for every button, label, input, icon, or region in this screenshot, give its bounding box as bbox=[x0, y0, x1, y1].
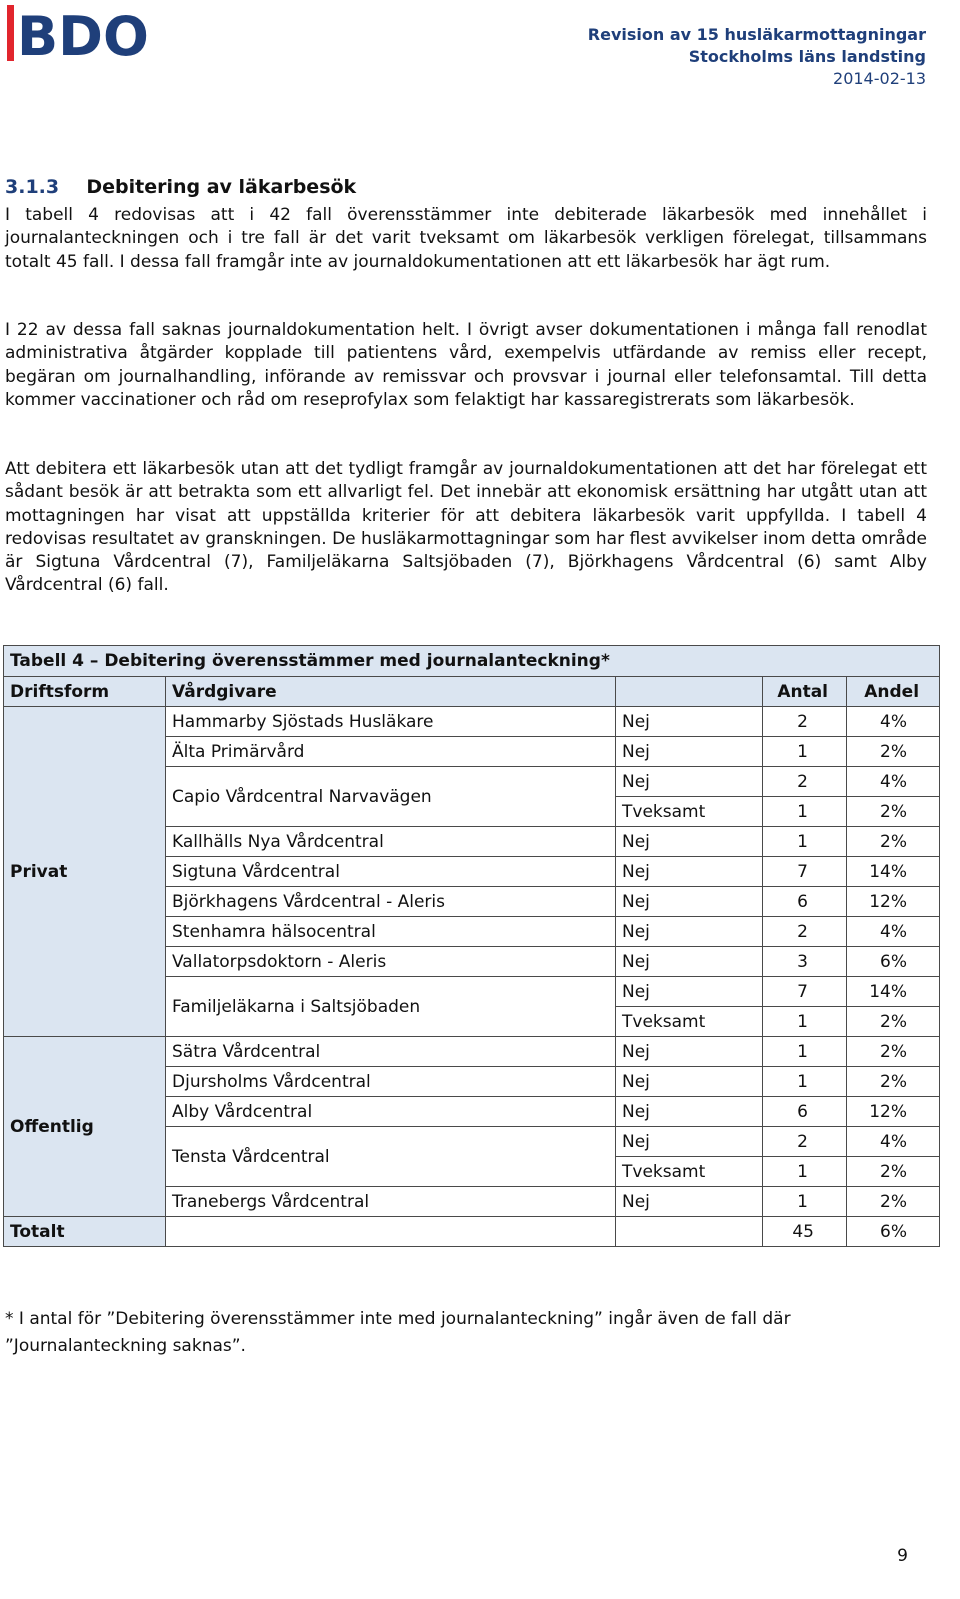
cell-status: Nej bbox=[616, 1037, 763, 1067]
cell-provider: Hammarby Sjöstads Husläkare bbox=[166, 707, 616, 737]
cell-andel: 4% bbox=[847, 917, 940, 947]
document-header bbox=[588, 24, 926, 90]
cell-antal: 7 bbox=[763, 857, 847, 887]
total-empty-provider bbox=[166, 1217, 616, 1247]
cell-antal: 1 bbox=[763, 1037, 847, 1067]
cell-andel: 2% bbox=[847, 797, 940, 827]
cell-antal: 1 bbox=[763, 737, 847, 767]
cell-status: Nej bbox=[616, 857, 763, 887]
cell-provider: Vallatorpsdoktorn - Aleris bbox=[166, 947, 616, 977]
total-empty-status bbox=[616, 1217, 763, 1247]
total-antal: 45 bbox=[763, 1217, 847, 1247]
section-number: 3.1.3 bbox=[5, 176, 60, 198]
cell-status: Nej bbox=[616, 1187, 763, 1217]
cell-andel: 6% bbox=[847, 947, 940, 977]
cell-status: Nej bbox=[616, 707, 763, 737]
logo-text: BDO bbox=[17, 5, 149, 63]
cell-andel: 2% bbox=[847, 827, 940, 857]
cell-antal: 3 bbox=[763, 947, 847, 977]
bdo-logo bbox=[7, 3, 157, 63]
cell-status: Tveksamt bbox=[616, 1157, 763, 1187]
cell-andel: 2% bbox=[847, 737, 940, 767]
cell-andel: 14% bbox=[847, 977, 940, 1007]
table-caption: Tabell 4 – Debitering överensstämmer med journalanteckning* bbox=[4, 646, 940, 677]
cell-provider: Stenhamra hälsocentral bbox=[166, 917, 616, 947]
page-number: 9 bbox=[897, 1546, 908, 1566]
cell-provider: Björkhagens Vårdcentral - Aleris bbox=[166, 887, 616, 917]
cell-antal: 2 bbox=[763, 917, 847, 947]
cell-antal: 6 bbox=[763, 887, 847, 917]
cell-provider: Capio Vårdcentral Narvavägen bbox=[166, 767, 616, 827]
header-driftsform: Driftsform bbox=[4, 677, 166, 707]
cell-antal: 2 bbox=[763, 767, 847, 797]
cell-provider: Tensta Vårdcentral bbox=[166, 1127, 616, 1187]
group-offentlig: Offentlig bbox=[4, 1037, 166, 1217]
cell-status: Nej bbox=[616, 1097, 763, 1127]
table-row bbox=[4, 1037, 940, 1067]
group-privat: Privat bbox=[4, 707, 166, 1037]
cell-antal: 1 bbox=[763, 827, 847, 857]
cell-status: Nej bbox=[616, 887, 763, 917]
header-antal: Antal bbox=[763, 677, 847, 707]
cell-andel: 2% bbox=[847, 1187, 940, 1217]
cell-antal: 1 bbox=[763, 1187, 847, 1217]
cell-provider: Familjeläkarna i Saltsjöbaden bbox=[166, 977, 616, 1037]
cell-andel: 4% bbox=[847, 707, 940, 737]
cell-status: Nej bbox=[616, 737, 763, 767]
section-title: Debitering av läkarbesök bbox=[86, 176, 357, 198]
section-heading bbox=[5, 176, 356, 198]
header-subtitle: Stockholms läns landsting bbox=[688, 47, 926, 66]
header-date: 2014-02-13 bbox=[833, 69, 926, 88]
cell-status: Tveksamt bbox=[616, 1007, 763, 1037]
paragraph-1: I tabell 4 redovisas att i 42 fall överensstämmer inte debiterade läkarbesök med innehållet i journalanteckningen och i tre fall är det varit tveksamt om läkarbesök verkligen förelegat, tillsammans totalt 45 fall. I dessa fall framgår inte av journaldokumentationen att ett läkarbesök har ägt rum. bbox=[5, 205, 927, 272]
cell-antal: 6 bbox=[763, 1097, 847, 1127]
cell-antal: 2 bbox=[763, 1127, 847, 1157]
cell-status: Nej bbox=[616, 827, 763, 857]
cell-status: Nej bbox=[616, 767, 763, 797]
cell-status: Nej bbox=[616, 1127, 763, 1157]
bdo-logo-graphic bbox=[7, 3, 157, 63]
table-row bbox=[4, 707, 940, 737]
cell-status: Nej bbox=[616, 947, 763, 977]
cell-andel: 4% bbox=[847, 1127, 940, 1157]
table-4 bbox=[3, 645, 940, 1247]
cell-andel: 14% bbox=[847, 857, 940, 887]
header-title: Revision av 15 husläkarmottagningar bbox=[587, 25, 926, 44]
logo-red-bar bbox=[7, 5, 14, 61]
cell-antal: 1 bbox=[763, 1007, 847, 1037]
cell-antal: 7 bbox=[763, 977, 847, 1007]
total-andel: 6% bbox=[847, 1217, 940, 1247]
cell-provider: Kallhälls Nya Vårdcentral bbox=[166, 827, 616, 857]
header-andel: Andel bbox=[847, 677, 940, 707]
header-bedomning bbox=[616, 677, 763, 707]
header-vardgivare: Vårdgivare bbox=[166, 677, 616, 707]
cell-status: Tveksamt bbox=[616, 797, 763, 827]
cell-andel: 2% bbox=[847, 1067, 940, 1097]
total-label: Totalt bbox=[4, 1217, 166, 1247]
cell-andel: 2% bbox=[847, 1007, 940, 1037]
cell-andel: 2% bbox=[847, 1037, 940, 1067]
cell-provider: Djursholms Vårdcentral bbox=[166, 1067, 616, 1097]
cell-antal: 2 bbox=[763, 707, 847, 737]
cell-antal: 1 bbox=[763, 797, 847, 827]
cell-andel: 4% bbox=[847, 767, 940, 797]
cell-andel: 12% bbox=[847, 887, 940, 917]
cell-andel: 12% bbox=[847, 1097, 940, 1127]
table-header-row bbox=[4, 677, 940, 707]
cell-antal: 1 bbox=[763, 1157, 847, 1187]
cell-provider: Alby Vårdcentral bbox=[166, 1097, 616, 1127]
cell-provider: Tranebergs Vårdcentral bbox=[166, 1187, 616, 1217]
cell-status: Nej bbox=[616, 917, 763, 947]
cell-provider: Sätra Vårdcentral bbox=[166, 1037, 616, 1067]
cell-provider: Sigtuna Vårdcentral bbox=[166, 857, 616, 887]
table-total-row bbox=[4, 1217, 940, 1247]
paragraph-2: I 22 av dessa fall saknas journaldokumentation helt. I övrigt avser dokumentationen i många fall renodlat administrativa åtgärder kopplade till patientens vård, exempelvis utfärdande av remiss eller recept, begäran om journalhandling, införande av remissvar och provsvar i journal eller telefonsamtal. Till detta kommer vaccinationer och råd om reseprofylax som felaktigt har kassaregistrerats som läkarbesök. bbox=[5, 320, 927, 410]
cell-andel: 2% bbox=[847, 1157, 940, 1187]
cell-provider: Älta Primärvård bbox=[166, 737, 616, 767]
cell-status: Nej bbox=[616, 1067, 763, 1097]
cell-status: Nej bbox=[616, 977, 763, 1007]
table-footnote: * I antal för ”Debitering överensstämmer inte med journalanteckning” ingår även de fall där ”Journalanteckning saknas”. bbox=[5, 1309, 791, 1356]
paragraph-3: Att debitera ett läkarbesök utan att det tydligt framgår av journaldokumentationen att det har förelegat ett sådant besök är att betrakta som ett allvarligt fel. Det innebär att ekonomisk ersättning har utgått utan att mottagningen har visat att uppställda kriterier för att debitera läkarbesök varit uppfyllda. I tabell 4 redovisas resultatet av granskningen. De husläkarmottagningar som har flest avvikelser inom detta område är Sigtuna Vårdcentral (7), Familjeläkarna Saltsjöbaden (7), Björkhagens Vårdcentral (6) samt Alby Vårdcentral (6) fall. bbox=[5, 459, 927, 596]
cell-antal: 1 bbox=[763, 1067, 847, 1097]
